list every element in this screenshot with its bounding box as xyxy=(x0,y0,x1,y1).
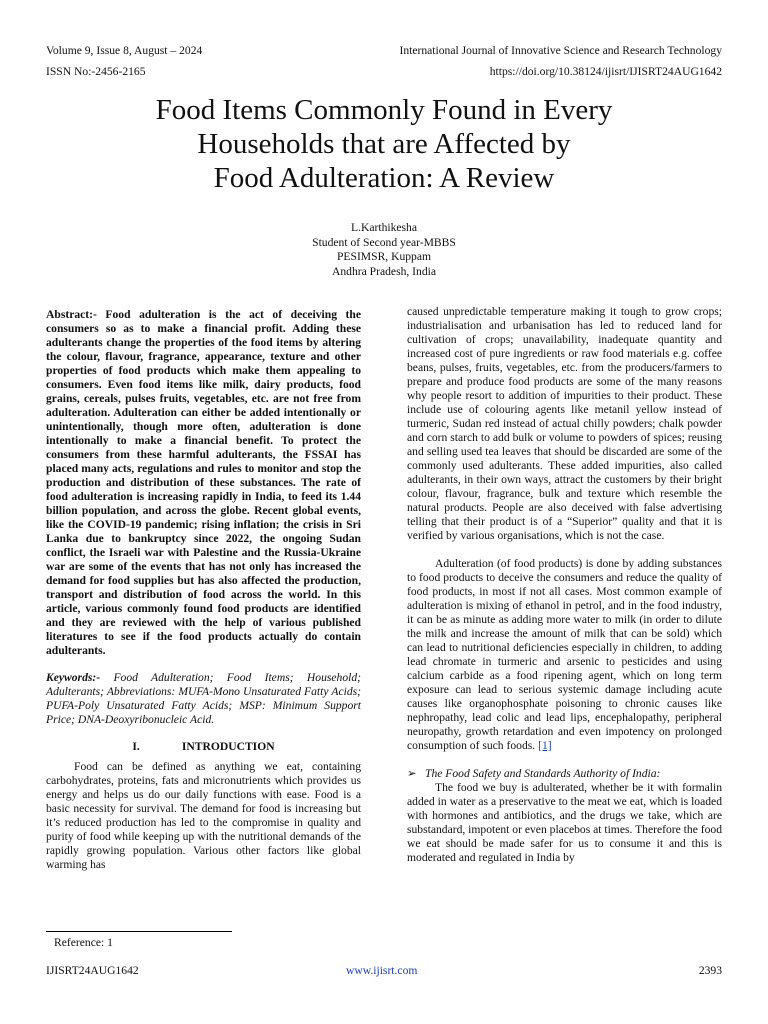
title-line-1: Food Items Commonly Found in Every xyxy=(155,94,613,126)
arrow-bullet-icon: ➢ xyxy=(407,767,417,780)
author-institution: PESIMSR, Kuppam xyxy=(336,250,432,264)
footnote-divider xyxy=(46,931,232,932)
journal-volume: Volume 9, Issue 8, August – 2024 xyxy=(46,44,203,57)
author-role: Student of Second year-MBBS xyxy=(312,235,456,249)
section-heading xyxy=(46,740,361,754)
footer-paper-id: IJISRT24AUG1642 xyxy=(46,964,139,977)
section-title: INTRODUCTION xyxy=(181,740,275,753)
intro-paragraph-2 xyxy=(407,557,722,753)
keywords xyxy=(46,671,361,727)
title-line-3: Food Adulteration: A Review xyxy=(213,162,555,194)
journal-issn: ISSN No:-2456-2165 xyxy=(46,65,146,78)
left-column xyxy=(46,308,361,872)
intro-paragraph-1-continued: caused unpredictable temperature making it tough to grow crops; industrialisation and urbanisation has led to reduced land for cultivation of crops; unavailability, inadequate quantity and increased cost of pure ingredients or raw food materials e.g. coffee beans, pulses, fruits, vegetables, etc. from the producers/farmers to prepare and produce food products are some of the many reasons why people resort to addition of impurities to their product. These include use of colouring agents like metanil yellow instead of turmeric, Sudan red instead of actual chilly powders; chalk powder and corn starch to add bulk or volume to powders of spices; reusing and selling used tea leaves that should be discarded are some of the commonly used adulterants. These added impurities, also called adulterants, in their own ways, attract the customers by their bright colour, flavour, fragrance, bulk and texture which resemble the natural products. People are also deceived with false advertising telling that their product is of a “Superior” quality and that it is verified by various organisations, which is not the case. xyxy=(407,305,722,542)
section-number: I. xyxy=(132,740,140,753)
keywords-label: Keywords:- xyxy=(46,671,101,684)
keywords-text: Food Adulteration; Food Items; Household; Adulterants; Abbreviations: MUFA-Mono Unsaturated Fatty Acids; PUFA-Poly Unsaturated Fatty Acids; MSP: Minimum Support Price; DNA-Deoxyribonucleic Acid. xyxy=(46,671,361,726)
intro-paragraph-3: The food we buy is adulterated, whether be it with formalin added in water as a preservative to the meat we eat, which is loaded with hormones and antibiotics, and the drugs we take, which are substandard, impotent or even placebos at times. Therefore the food we eat should be made safer for us to consume it and this is moderated and regulated in India by xyxy=(407,781,722,864)
subsection-heading xyxy=(407,767,722,781)
intro-paragraph-1: Food can be defined as anything we eat, containing carbohydrates, proteins, fats and micronutrients which provides us energy and helps us do our daily functions with ease. Food is a basic necessity for survival. The demand for food is increasing but it’s reduced production has led to the compromise in quality and purity of food while keeping up with the nutritional demands of the rapidly growing population. Various other factors like global warming has xyxy=(46,760,361,871)
author-location: Andhra Pradesh, India xyxy=(332,264,436,278)
page-number: 2393 xyxy=(698,964,722,977)
right-column xyxy=(407,305,722,865)
intro-paragraph-2-text: Adulteration (of food products) is done by adding substances to food products to deceive the consumers and reduce the quality of food products, in most if not all cases. Most common example of adulteration is mixing of ethanol in petrol, and in the food industry, it can be as minute as adding more water to milk (in order to dilute the milk and increase the amount of milk that can be sold) which can lead to nutritional deficiencies especially in children, to adding lead chromate in turmeric and arsenic to pesticides and using calcium carbide as a food ripening agent, which on long term exposure can lead to serious systemic damage including acute causes like organophosphate poisoning to chronic causes like nephropathy, lead colic and lead lips, encephalopathy, peripheral neuropathy, growth retardation and even impotency on prolonged consumption of such foods. xyxy=(407,557,722,752)
reference-link[interactable]: [1] xyxy=(538,739,552,752)
footnote: Reference: 1 xyxy=(54,936,113,949)
doi-link[interactable]: https://doi.org/10.38124/ijisrt/IJISRT24AUG1642 xyxy=(489,65,722,78)
footer-website-link[interactable]: www.ijisrt.com xyxy=(346,964,418,977)
abstract: Abstract:- Food adulteration is the act of deceiving the consumers so as to make a financial profit. Adding these adulterants change the properties of the food items by altering the colour, flavour, fragrance, appearance, texture and other properties of food products which make them appealing to consumers. Even food items like milk, dairy products, food grains, cereals, pulses fruits, vegetables, etc. are not free from adulteration. Adulteration can either be added intentionally or unintentionally, though more often, adulteration is done intentionally to make a financial benefit. To protect the consumers from these harmful adulterants, the FSSAI has placed many acts, regulations and rules to monitor and stop the production and distribution of these substances. The rate of food adulteration is increasing rapidly in India, to feed its 1.44 billion population, and across the globe. Recent global events, like the COVID-19 pandemic; rising inflation; the crisis in Sri Lanka due to bankruptcy since 2022, the ongoing Sudan conflict, the Israeli war with Palestine and the Russia-Ukraine war are some of the events that has not only has increased the demand for food supplies but has also affected the production, transport and distribution of food across the world. In this article, various commonly found food products are identified and they are reviewed with the help of various published literatures to see if the food products actually do contain adulterants. xyxy=(46,308,361,657)
author-block xyxy=(200,221,568,279)
journal-name: International Journal of Innovative Science and Research Technology xyxy=(399,44,722,57)
subsection-title: The Food Safety and Standards Authority of India: xyxy=(425,767,661,780)
title-line-2: Households that are Affected by xyxy=(197,128,571,160)
paper-title xyxy=(60,93,708,195)
author-name: L.Karthikesha xyxy=(351,221,417,234)
